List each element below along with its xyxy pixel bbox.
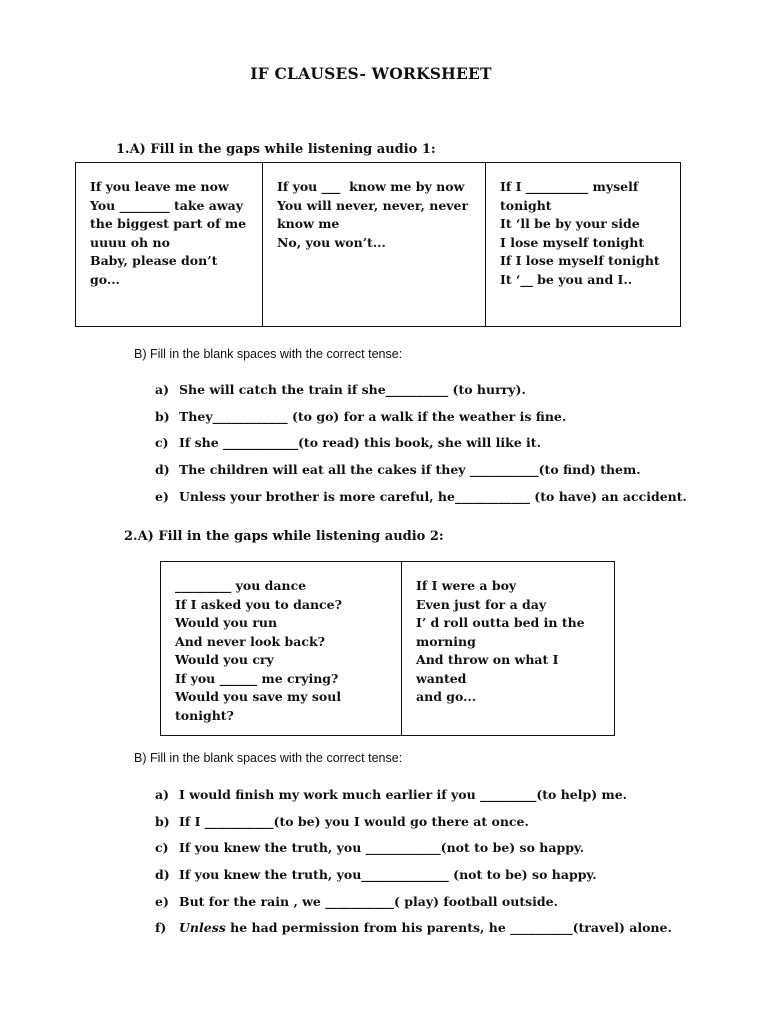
exercise-letter: d) — [155, 462, 170, 478]
exercise-text: She will catch the train if she__________ (to hurry). — [179, 382, 526, 397]
exercise-letter: b) — [155, 408, 170, 424]
exercise-letter: a) — [155, 787, 170, 802]
lyric-line: If I were a boy — [416, 578, 517, 593]
lyrics-column — [263, 163, 486, 327]
exercise-letter: b) — [155, 813, 170, 829]
exercise-item — [155, 814, 672, 841]
exercise-letter: e) — [155, 488, 169, 504]
worksheet-title: IF CLAUSES- WORKSHEET — [250, 64, 492, 83]
exercise-text: If she ____________(to read) this book, she will like it. — [179, 435, 541, 451]
section1-heading: 1.A) Fill in the gaps while listening audio 1: — [116, 142, 436, 157]
exercise-item — [155, 409, 687, 436]
exercise-item — [155, 382, 687, 409]
exercise-text: I would finish my work much earlier if you _________(to help) me. — [179, 787, 628, 802]
exercise-item — [155, 867, 672, 894]
lyric-line: uuuu oh no — [90, 234, 170, 250]
exercise-item — [155, 462, 687, 489]
lyric-line: If you ______ me crying? — [175, 670, 339, 686]
lyric-line: Even just for a day — [416, 596, 547, 612]
lyric-line: No, you won’t... — [277, 234, 386, 250]
lyric-line: I’ d roll outta bed in the — [416, 615, 585, 630]
lyric-line: the biggest part of me — [90, 216, 247, 231]
exercise-list-2 — [155, 787, 672, 947]
lyric-line: _________ you dance — [175, 578, 307, 593]
lyric-line: If I __________ myself — [500, 179, 639, 194]
exercise-item — [155, 489, 687, 516]
lyric-line: tonight — [500, 197, 552, 213]
lyric-line: I lose myself tonight — [500, 234, 645, 250]
exercise-letter: a) — [155, 382, 170, 397]
lyric-line: You will never, never, never — [277, 197, 469, 213]
lyric-line: and go... — [416, 689, 477, 704]
section2-part-b-heading: B) Fill in the blank spaces with the correct tense: — [134, 751, 403, 765]
section2-heading: 2.A) Fill in the gaps while listening audio 2: — [124, 529, 444, 544]
lyrics-column — [486, 163, 681, 327]
lyric-line: It ‘ll be by your side — [500, 216, 640, 231]
lyric-line: Baby, please don’t go... — [90, 253, 222, 287]
lyric-line: know me — [277, 216, 340, 231]
exercise-list-1 — [155, 382, 687, 515]
lyric-line: If you leave me now — [90, 179, 229, 194]
lyrics-column — [161, 562, 402, 736]
exercise-letter: c) — [155, 435, 169, 451]
exercise-text — [179, 920, 672, 935]
exercise-item — [155, 840, 672, 867]
exercise-letter: e) — [155, 893, 169, 909]
exercise-item — [155, 787, 672, 814]
lyrics-column — [76, 163, 263, 327]
exercise-text: Unless your brother is more careful, he____________ (to have) an accident. — [179, 488, 687, 504]
exercise-letter: f) — [155, 920, 167, 936]
exercise-text: If I ___________(to be) you I would go there at once. — [179, 813, 529, 829]
exercise-text: The children will eat all the cakes if they ___________(to find) them. — [179, 462, 641, 478]
lyric-line: And throw on what I wanted — [416, 652, 563, 686]
exercise-item — [155, 920, 672, 947]
lyric-line: If you ___ know me by now — [277, 179, 465, 194]
exercise-text: They____________ (to go) for a walk if the weather is fine. — [179, 408, 567, 424]
exercise-text: If you knew the truth, you______________ (not to be) so happy. — [179, 867, 597, 883]
section1-part-b-heading: B) Fill in the blank spaces with the correct tense: — [134, 347, 403, 361]
exercise-letter: d) — [155, 867, 170, 883]
exercise-text: If you knew the truth, you ____________(not to be) so happy. — [179, 840, 585, 856]
lyric-line: morning — [416, 633, 476, 649]
exercise-italic-word: Unless — [179, 920, 226, 936]
lyrics-table-1 — [75, 162, 681, 327]
lyric-line: And never look back? — [175, 633, 325, 649]
lyric-line: If I lose myself tonight — [500, 253, 660, 268]
exercise-text: But for the rain , we ___________( play) football outside. — [179, 893, 558, 909]
lyric-line: If I asked you to dance? — [175, 596, 342, 612]
lyric-line: It ‘__ be you and I.. — [500, 271, 633, 287]
exercise-item — [155, 894, 672, 921]
exercise-text-rest: he had permission from his parents, he __________(travel) alone. — [225, 920, 672, 936]
lyric-line: Would you run — [175, 615, 278, 630]
lyric-line: Would you save my soul tonight? — [175, 689, 346, 723]
lyrics-table-2 — [160, 561, 615, 736]
lyric-line: You ________ take away — [90, 197, 244, 213]
exercise-item — [155, 435, 687, 462]
lyrics-column — [402, 562, 615, 736]
lyric-line: Would you cry — [175, 652, 274, 667]
exercise-letter: c) — [155, 840, 169, 856]
